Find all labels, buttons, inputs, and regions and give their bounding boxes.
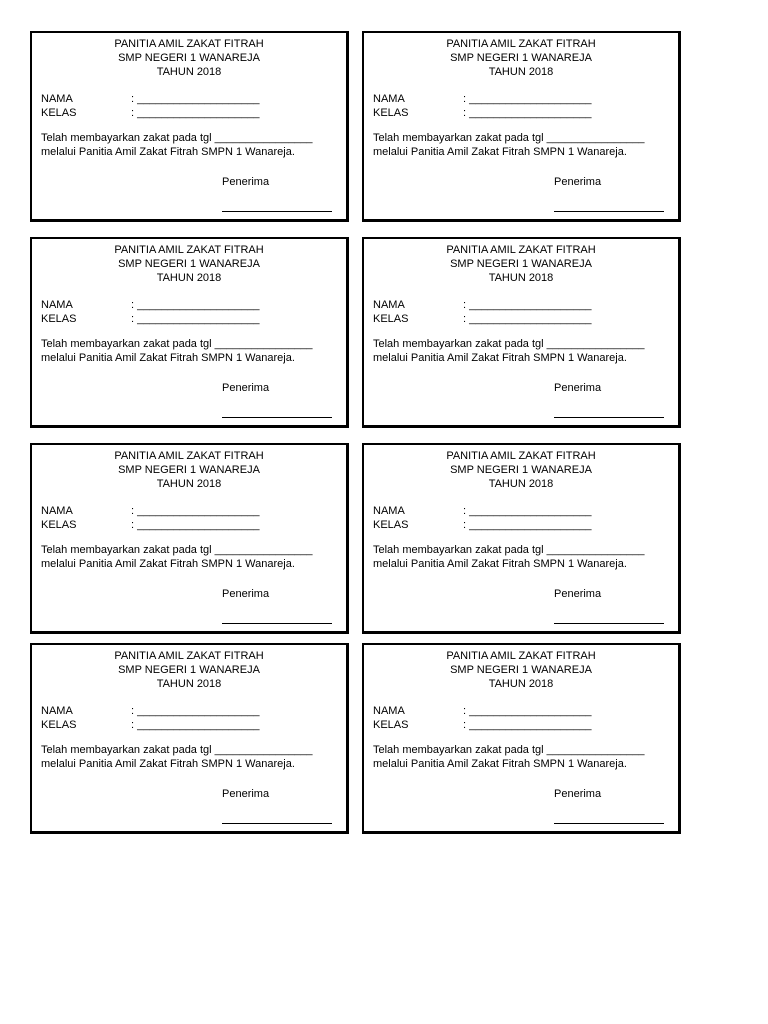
receipt-card [362,237,681,428]
receiver-label: Penerima [222,382,270,394]
statement-line-1: Telah membayarkan zakat pada tgl ________________ [41,544,313,556]
school-name: SMP NEGERI 1 WANAREJA [450,52,592,64]
receiver-label: Penerima [222,788,270,800]
payment-statement [373,543,645,571]
receipt-card [362,643,681,834]
payment-statement [373,337,645,365]
statement-line-1: Telah membayarkan zakat pada tgl ________________ [41,744,313,756]
kelas-blank: : ____________________ [463,519,592,531]
kelas-label: KELAS [373,719,409,731]
kelas-label: KELAS [373,313,409,325]
kelas-field [373,313,591,326]
payment-statement [41,543,313,571]
kelas-field [41,719,259,732]
year-label: TAHUN 2018 [488,678,554,690]
payment-statement [41,743,313,771]
year-label: TAHUN 2018 [488,66,554,78]
receipt-card [30,31,349,222]
receipt-card [30,443,349,634]
kelas-field [41,313,259,326]
nama-field [41,505,259,518]
nama-blank: : ____________________ [463,93,592,105]
statement-line-1: Telah membayarkan zakat pada tgl ________________ [373,544,645,556]
kelas-blank: : ____________________ [131,519,260,531]
payment-statement [373,131,645,159]
statement-line-2: melalui Panitia Amil Zakat Fitrah SMPN 1 Wanareja. [373,352,627,364]
receipt-card [362,443,681,634]
signature-line [554,417,664,418]
statement-line-2: melalui Panitia Amil Zakat Fitrah SMPN 1 Wanareja. [41,558,295,570]
signature-line [554,211,664,212]
kelas-blank: : ____________________ [463,719,592,731]
receipt-card [30,643,349,834]
year-label: TAHUN 2018 [156,678,222,690]
nama-field [373,299,591,312]
statement-line-2: melalui Panitia Amil Zakat Fitrah SMPN 1 Wanareja. [373,558,627,570]
receiver-label: Penerima [554,788,602,800]
card-header [32,649,346,691]
org-name: PANITIA AMIL ZAKAT FITRAH [114,650,264,662]
school-name: SMP NEGERI 1 WANAREJA [450,464,592,476]
school-name: SMP NEGERI 1 WANAREJA [118,258,260,270]
org-name: PANITIA AMIL ZAKAT FITRAH [114,244,264,256]
payment-statement [41,337,313,365]
school-name: SMP NEGERI 1 WANAREJA [450,664,592,676]
statement-line-1: Telah membayarkan zakat pada tgl ________________ [373,744,645,756]
kelas-field [373,719,591,732]
school-name: SMP NEGERI 1 WANAREJA [118,52,260,64]
nama-blank: : ____________________ [131,93,260,105]
nama-label: NAMA [373,299,405,311]
receipt-card [362,31,681,222]
card-header [364,649,678,691]
nama-blank: : ____________________ [463,299,592,311]
nama-label: NAMA [373,705,405,717]
nama-label: NAMA [41,705,73,717]
nama-blank: : ____________________ [131,705,260,717]
card-header [32,37,346,79]
statement-line-2: melalui Panitia Amil Zakat Fitrah SMPN 1 Wanareja. [373,146,627,158]
card-header [364,243,678,285]
year-label: TAHUN 2018 [488,272,554,284]
kelas-blank: : ____________________ [131,313,260,325]
receiver-label: Penerima [222,588,270,600]
signature-line [222,823,332,824]
kelas-blank: : ____________________ [463,313,592,325]
nama-field [373,705,591,718]
statement-line-2: melalui Panitia Amil Zakat Fitrah SMPN 1 Wanareja. [41,352,295,364]
statement-line-1: Telah membayarkan zakat pada tgl ________________ [373,338,645,350]
org-name: PANITIA AMIL ZAKAT FITRAH [114,450,264,462]
card-header [32,449,346,491]
year-label: TAHUN 2018 [156,478,222,490]
nama-field [41,705,259,718]
org-name: PANITIA AMIL ZAKAT FITRAH [114,38,264,50]
nama-label: NAMA [41,299,73,311]
nama-field [41,93,259,106]
kelas-label: KELAS [41,107,77,119]
signature-line [554,823,664,824]
card-header [364,37,678,79]
kelas-label: KELAS [373,519,409,531]
statement-line-1: Telah membayarkan zakat pada tgl ________________ [41,338,313,350]
kelas-field [41,519,259,532]
nama-field [41,299,259,312]
statement-line-1: Telah membayarkan zakat pada tgl ________________ [373,132,645,144]
school-name: SMP NEGERI 1 WANAREJA [118,464,260,476]
kelas-label: KELAS [373,107,409,119]
signature-line [222,211,332,212]
signature-line [222,417,332,418]
nama-blank: : ____________________ [131,299,260,311]
receiver-label: Penerima [554,176,602,188]
nama-field [373,505,591,518]
kelas-label: KELAS [41,313,77,325]
statement-line-2: melalui Panitia Amil Zakat Fitrah SMPN 1 Wanareja. [373,758,627,770]
receiver-label: Penerima [222,176,270,188]
kelas-label: KELAS [41,519,77,531]
card-header [32,243,346,285]
nama-field [373,93,591,106]
nama-blank: : ____________________ [131,505,260,517]
signature-line [554,623,664,624]
org-name: PANITIA AMIL ZAKAT FITRAH [446,244,596,256]
nama-label: NAMA [41,505,73,517]
card-header [364,449,678,491]
kelas-field [373,107,591,120]
statement-line-2: melalui Panitia Amil Zakat Fitrah SMPN 1 Wanareja. [41,758,295,770]
kelas-blank: : ____________________ [463,107,592,119]
kelas-field [41,107,259,120]
nama-label: NAMA [373,93,405,105]
payment-statement [41,131,313,159]
receiver-label: Penerima [554,382,602,394]
receiver-label: Penerima [554,588,602,600]
statement-line-1: Telah membayarkan zakat pada tgl ________________ [41,132,313,144]
org-name: PANITIA AMIL ZAKAT FITRAH [446,38,596,50]
nama-blank: : ____________________ [463,705,592,717]
nama-label: NAMA [41,93,73,105]
nama-label: NAMA [373,505,405,517]
kelas-label: KELAS [41,719,77,731]
kelas-blank: : ____________________ [131,719,260,731]
payment-statement [373,743,645,771]
statement-line-2: melalui Panitia Amil Zakat Fitrah SMPN 1 Wanareja. [41,146,295,158]
year-label: TAHUN 2018 [156,272,222,284]
org-name: PANITIA AMIL ZAKAT FITRAH [446,650,596,662]
school-name: SMP NEGERI 1 WANAREJA [118,664,260,676]
kelas-field [373,519,591,532]
year-label: TAHUN 2018 [488,478,554,490]
nama-blank: : ____________________ [463,505,592,517]
receipt-card [30,237,349,428]
org-name: PANITIA AMIL ZAKAT FITRAH [446,450,596,462]
kelas-blank: : ____________________ [131,107,260,119]
signature-line [222,623,332,624]
year-label: TAHUN 2018 [156,66,222,78]
school-name: SMP NEGERI 1 WANAREJA [450,258,592,270]
